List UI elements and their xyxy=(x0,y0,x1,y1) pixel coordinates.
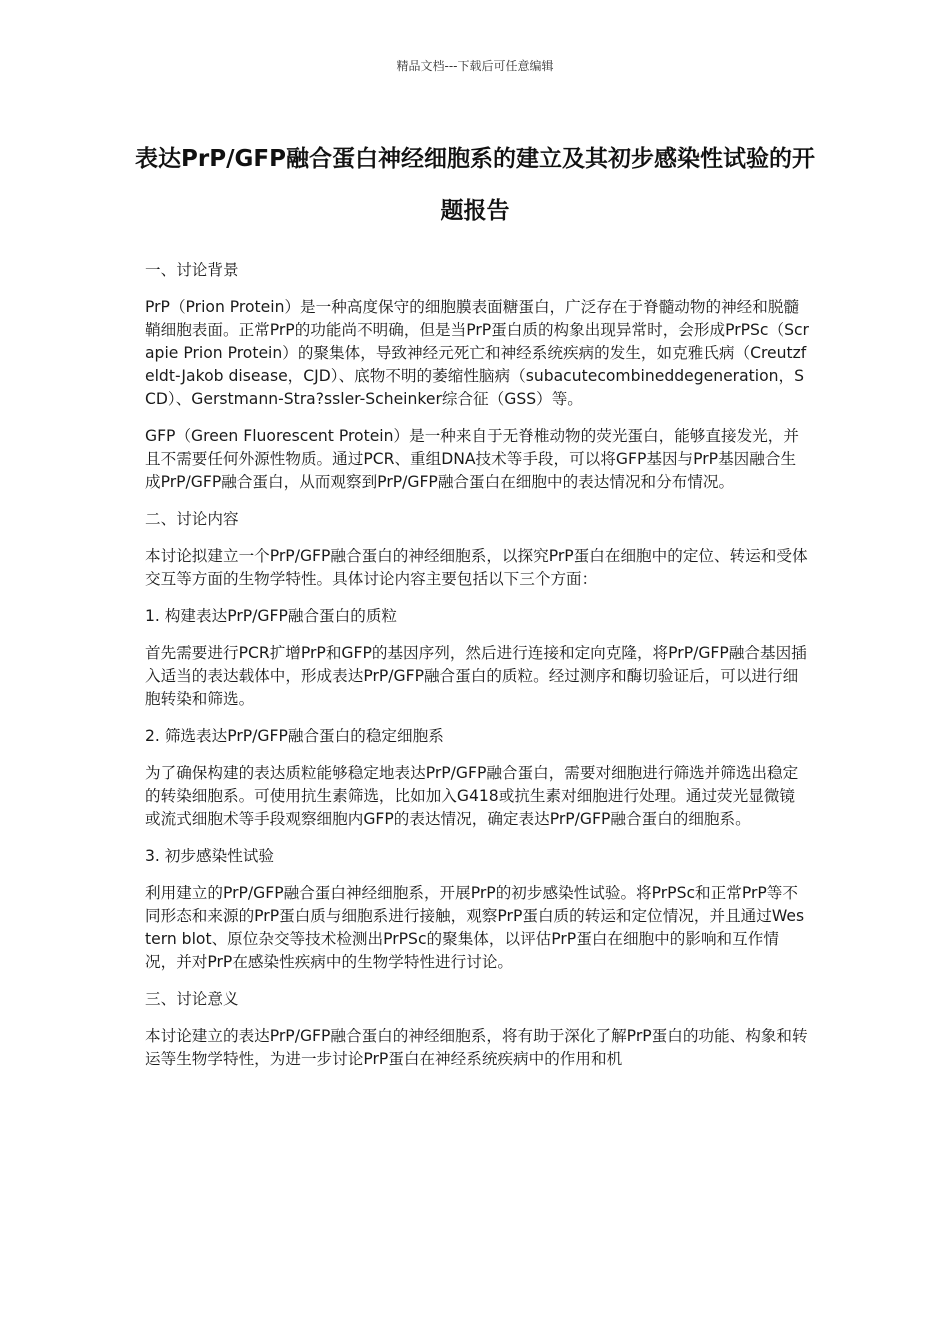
section-heading-background: 一、讨论背景 xyxy=(145,261,239,279)
document-body xyxy=(145,259,810,1085)
document-title: 表达PrP/GFP融合蛋白神经细胞系的建立及其初步感染性试验的开题报告 xyxy=(135,146,815,224)
paragraph-prp-intro: PrP（Prion Protein）是一种高度保守的细胞膜表面糖蛋白，广泛存在于脊髓动物的神经和脱髓鞘细胞表面。正常PrP的功能尚不明确，但是当PrP蛋白质的构象出现异常时，会形成PrPSc（Scrapie Prion Protein）的聚集体，导致神经元死亡和神经系统疾病的发生，如克雅氏病（Creutzfeldt-Jakob disease，CJD）、底物不明的萎缩性脑病（subacutecombineddegeneration，SCD）、Gerstmann-Stra?ssler-Scheinker综合征（GSS）等。 xyxy=(145,298,809,408)
section-heading-content: 二、讨论内容 xyxy=(145,510,239,528)
section-heading-significance: 三、讨论意义 xyxy=(145,990,239,1008)
paragraph-cell-line: 为了确保构建的表达质粒能够稳定地表达PrP/GFP融合蛋白，需要对细胞进行筛选并筛选出稳定的转染细胞系。可使用抗生素筛选，比如加入G418或抗生素对细胞进行处理。通过荧光显微镜或流式细胞术等手段观察细胞内GFP的表达情况，确定表达PrP/GFP融合蛋白的细胞系。 xyxy=(145,764,799,828)
paragraph-infection-test: 利用建立的PrP/GFP融合蛋白神经细胞系，开展PrP的初步感染性试验。将PrPSc和正常PrP等不同形态和来源的PrP蛋白质与细胞系进行接触，观察PrP蛋白质的转运和定位情况，并且通过Western blot、原位杂交等技术检测出PrPSc的聚集体，以评估PrP蛋白在细胞中的影响和互作情况，并对PrP在感染性疾病中的生物学特性进行讨论。 xyxy=(145,884,805,971)
paragraph-content-overview: 本讨论拟建立一个PrP/GFP融合蛋白的神经细胞系，以探究PrP蛋白在细胞中的定位、转运和受体交互等方面的生物学特性。具体讨论内容主要包括以下三个方面： xyxy=(145,547,808,588)
paragraph-significance: 本讨论建立的表达PrP/GFP融合蛋白的神经细胞系，将有助于深化了解PrP蛋白的功能、构象和转运等生物学特性，为进一步讨论PrP蛋白在神经系统疾病中的作用和机 xyxy=(145,1027,808,1068)
item-heading-cell-line: 2. 筛选表达PrP/GFP融合蛋白的稳定细胞系 xyxy=(145,727,444,745)
header-note: 精品文档---下载后可任意编辑 xyxy=(396,59,554,73)
item-heading-plasmid: 1. 构建表达PrP/GFP融合蛋白的质粒 xyxy=(145,607,398,625)
paragraph-plasmid: 首先需要进行PCR扩增PrP和GFP的基因序列，然后进行连接和定向克隆，将PrP/GFP融合基因插入适当的表达载体中，形成表达PrP/GFP融合蛋白的质粒。经过测序和酶切验证后，可以进行细胞转染和筛选。 xyxy=(145,644,807,708)
paragraph-gfp-intro: GFP（Green Fluorescent Protein）是一种来自于无脊椎动物的荧光蛋白，能够直接发光，并且不需要任何外源性物质。通过PCR、重组DNA技术等手段，可以将GFP基因与PrP基因融合生成PrP/GFP融合蛋白，从而观察到PrP/GFP融合蛋白在细胞中的表达情况和分布情况。 xyxy=(145,427,799,491)
item-heading-infection-test: 3. 初步感染性试验 xyxy=(145,847,274,865)
